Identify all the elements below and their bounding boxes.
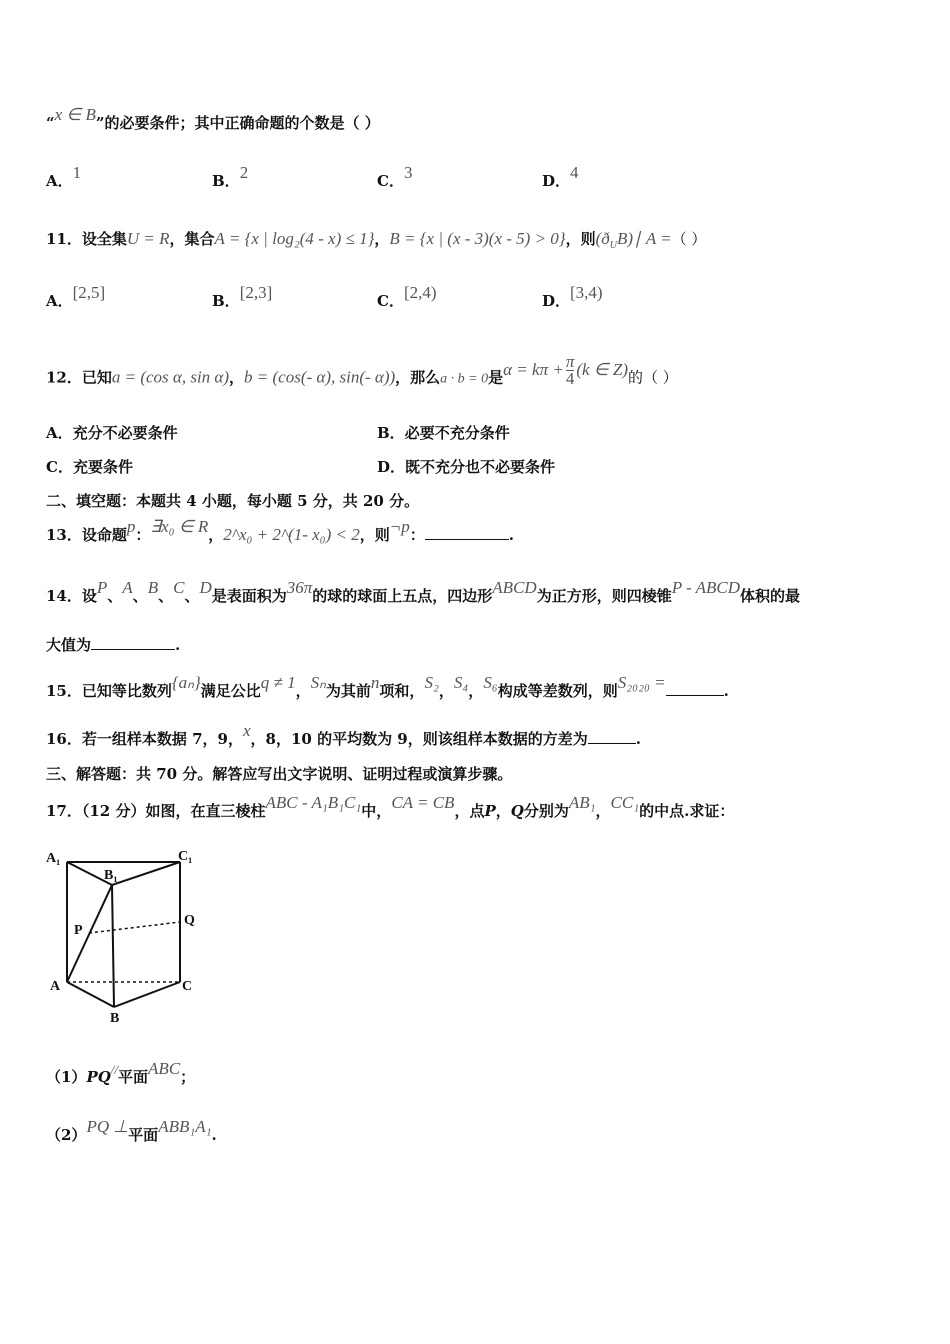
q13-negation: ¬p (389, 517, 410, 536)
q10-option-b: B．2 (212, 163, 249, 190)
q15-s2020: S₂₀₂₀ = (617, 673, 666, 692)
q14-area: 36π (286, 578, 313, 597)
q12-option-a: A．充分不必要条件 (46, 424, 178, 442)
q10-condition-line (46, 105, 380, 134)
label-b: B (110, 1011, 120, 1025)
question-11: 11．设全集U = R，集合A = {x | log₂(4 - x) ≤ 1}，B = {x | (x - 3)(x - 5) > 0}，则$(ð_UB)∣$ A =（ ） (46, 229, 707, 251)
label-p: P (74, 923, 83, 938)
q12-vector-a: a = (cos α, sin α) (111, 367, 230, 387)
q11-number: 11．设全集 (46, 230, 127, 248)
edge-ab (67, 982, 114, 1007)
q11-complement: (ð (595, 229, 610, 248)
q14-pyramid: P - ABCD (671, 578, 741, 597)
label-a: A (50, 979, 61, 994)
q14-number: 14．设 (46, 587, 97, 605)
quote-close: ” (95, 114, 105, 132)
prism-figure (44, 845, 204, 1025)
label-a1: A₁ (46, 851, 61, 866)
q13-inequality: 2^x₀ + 2^(1- x₀) < 2 (223, 525, 360, 544)
label-c: C (182, 979, 193, 994)
q12-dot-product: a · b = 0 (440, 371, 489, 387)
question-14-line-2: 大值为 . (46, 636, 181, 654)
q12-option-c: C．充要条件 (46, 458, 133, 476)
q10-option-d: D．4 (542, 163, 579, 190)
edge-bb1 (112, 885, 114, 1007)
q10-math: x ∈ B (54, 105, 96, 124)
edge-bc (114, 982, 180, 1007)
q12-vector-b: b = (cos(- α), sin(- α)) (244, 367, 396, 387)
q15-sequence: {aₙ} (171, 673, 201, 692)
q10-option-c: C．3 (377, 163, 413, 190)
q11-option-a: A．[2,5] (46, 283, 106, 310)
label-c1: C₁ (178, 849, 193, 864)
question-13: 13．设命题p：∃x₀ ∈ R，2^x₀ + 2^(1- x₀) < 2，则¬p： . (46, 517, 514, 544)
q12-fraction: $\frac{\pi}{4}$ (565, 352, 575, 388)
edge-b1c1 (112, 862, 180, 885)
q11-option-d: D．[3,4) (542, 283, 603, 310)
q11-option-b: B．[2,3] (212, 283, 273, 310)
q16-answer-blank[interactable] (588, 729, 636, 744)
question-12: 12．已知a = (cos α, sin α)，b = (cos(- α), sin(- α))，那么a · b = 0是α = kπ + $\frac{\pi}{4}$ (k ∈ Z)的（ ） (46, 352, 678, 388)
section-3-heading: 三、解答题：共 70 分。解答应写出文字说明、证明过程或演算步骤。 (46, 765, 513, 783)
q12-option-b: B．必要不充分条件 (377, 424, 510, 442)
q12-number: 12．已知 (46, 368, 112, 387)
q17-prism: ABC - A₁B₁C₁ (265, 793, 362, 812)
q17-part-2: （2）PQ ⊥平面ABB₁A₁. (46, 1117, 217, 1144)
q10-text: 的必要条件；其中正确命题的个数是（ ） (104, 114, 380, 132)
q11-set-b: B = {x | (x - 3)(x - 5) > 0} (389, 229, 566, 248)
q17-number: 17．（12 分）如图，在直三棱柱 (46, 802, 266, 820)
quote-open: “ (46, 114, 55, 132)
q15-answer-blank[interactable] (666, 681, 724, 696)
q12-option-d: D．既不充分也不必要条件 (377, 458, 556, 476)
q11-option-c: C．[2,4) (377, 283, 437, 310)
q15-number: 15．已知等比数列 (46, 682, 172, 700)
segment-pq (89, 922, 180, 933)
q12-alpha-eq: α = kπ + (503, 359, 564, 379)
q10-option-a: A．1 (46, 163, 82, 190)
question-14: 14．设P、A、B、C、D是表面积为36π的球的球面上五点，四边形ABCD为正方形，则四棱锥P - ABCD体积的最 (46, 578, 801, 605)
question-16: 16．若一组样本数据 7，9，x，8，10 的平均数为 9，则该组样本数据的方差为 . (46, 721, 641, 748)
q17-part-1: （1）PQ//平面ABC； (46, 1059, 196, 1086)
q13-number: 13．设命题 (46, 526, 127, 544)
question-15: 15．已知等比数列{aₙ}满足公比q ≠ 1，Sₙ为其前n项和，S₂，S₄，S₆构成等差数列，则S₂₀₂₀ = . (46, 673, 729, 700)
q13-exists: ∃x₀ ∈ R (150, 517, 209, 536)
label-q: Q (184, 913, 195, 928)
q13-answer-blank[interactable] (425, 525, 509, 540)
q14-answer-blank[interactable] (91, 635, 175, 650)
q11-universe: U = R (126, 229, 170, 248)
section-2-heading: 二、填空题：本题共 4 小题，每小题 5 分，共 20 分。 (46, 492, 420, 510)
question-17: 17．（12 分）如图，在直三棱柱ABC - A₁B₁C₁中，CA = CB，点P，Q分别为AB₁，CC₁的中点.求证： (46, 793, 735, 820)
q11-set-a: A = {x | log₂(4 - x) ≤ 1} (214, 229, 375, 248)
label-b1: B₁ (104, 868, 118, 883)
